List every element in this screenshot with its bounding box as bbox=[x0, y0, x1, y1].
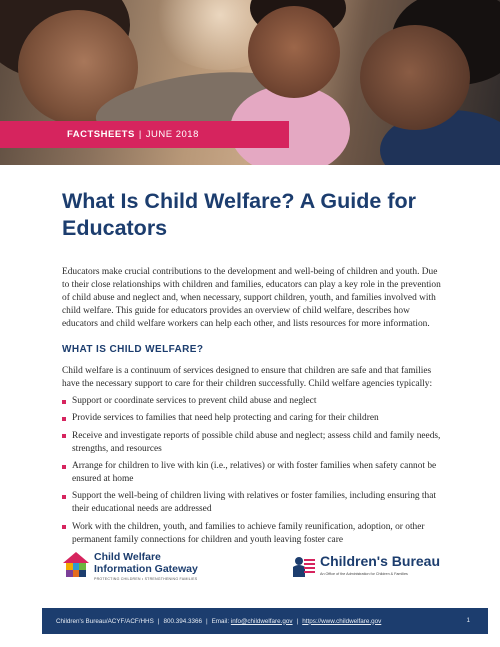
footer-separator: | bbox=[157, 617, 160, 625]
list-item: Support the well-being of children living with relatives or foster families, including ensuring that their educational needs are addressed bbox=[62, 490, 447, 516]
list-item: Arrange for children to live with kin (i.e., relatives) or with foster families when safety cannot be ensured at home bbox=[62, 460, 447, 486]
page-title: What Is Child Welfare? A Guide for Educators bbox=[62, 189, 416, 240]
list-item: Provide services to families that need help protecting and caring for their children bbox=[62, 412, 447, 425]
photo-man-face bbox=[360, 25, 470, 130]
flag-figure-icon bbox=[290, 553, 316, 579]
photo-child-face bbox=[248, 6, 340, 98]
footer-email-label: Email: bbox=[211, 617, 230, 625]
logo-line-1: Child Welfare bbox=[94, 551, 161, 563]
factsheet-banner bbox=[0, 121, 289, 148]
page-number: 1 bbox=[466, 617, 470, 624]
bureau-name: Children's Bureau bbox=[320, 553, 441, 569]
bureau-subtitle: An Office of the Administration for Children & Families bbox=[320, 572, 408, 576]
footer-phone: 800.394.3366 bbox=[163, 617, 202, 625]
banner-date: JUNE 2018 bbox=[145, 129, 199, 140]
footer-website-link[interactable]: https://www.childwelfare.gov bbox=[302, 617, 382, 625]
intro-paragraph: Educators make crucial contributions to the development and well-being of children and youth. Due to their close relationships with children and families, educators can play a key role in the prevention of child abuse and neglect and, when necessary, support children, youth, and families involved with child welfare. This guide for educators provides an overview of child welfare, describes how educators and child welfare workers can help each other, and lists resources for more information. bbox=[62, 267, 441, 329]
section-paragraph: Child welfare is a continuum of services designed to ensure that children are safe and that families have the necessary support to care for their children successfully. Child welfare agencies typically: bbox=[62, 366, 433, 389]
logo-line-2: Information Gateway bbox=[94, 563, 198, 575]
footer-separator: | bbox=[205, 617, 208, 625]
list-item: Support or coordinate services to prevent child abuse and neglect bbox=[62, 395, 447, 408]
footer-email-link[interactable]: info@childwelfare.gov bbox=[230, 617, 293, 625]
house-icon bbox=[62, 551, 90, 579]
footer-bar bbox=[42, 608, 488, 634]
childrens-bureau-logo[interactable] bbox=[290, 551, 450, 585]
banner-series: FACTSHEETS bbox=[67, 129, 135, 140]
banner-separator: | bbox=[138, 129, 142, 140]
list-item: Receive and investigate reports of possible child abuse and neglect; assess child and family needs, strengths, and resources bbox=[62, 430, 447, 456]
list-item: Work with the children, youth, and families to achieve family reunification, adoption, or other permanent family connections for children and youth leaving foster care bbox=[62, 521, 447, 547]
services-list bbox=[62, 395, 447, 551]
logo-tagline: PROTECTING CHILDREN • STRENGTHENING FAMILIES bbox=[94, 577, 198, 581]
section-heading: WHAT IS CHILD WELFARE? bbox=[62, 344, 204, 355]
footer-agency: Children's Bureau/ACYF/ACF/HHS bbox=[56, 617, 154, 625]
footer-separator: | bbox=[296, 617, 299, 625]
child-welfare-gateway-logo[interactable] bbox=[62, 549, 212, 585]
